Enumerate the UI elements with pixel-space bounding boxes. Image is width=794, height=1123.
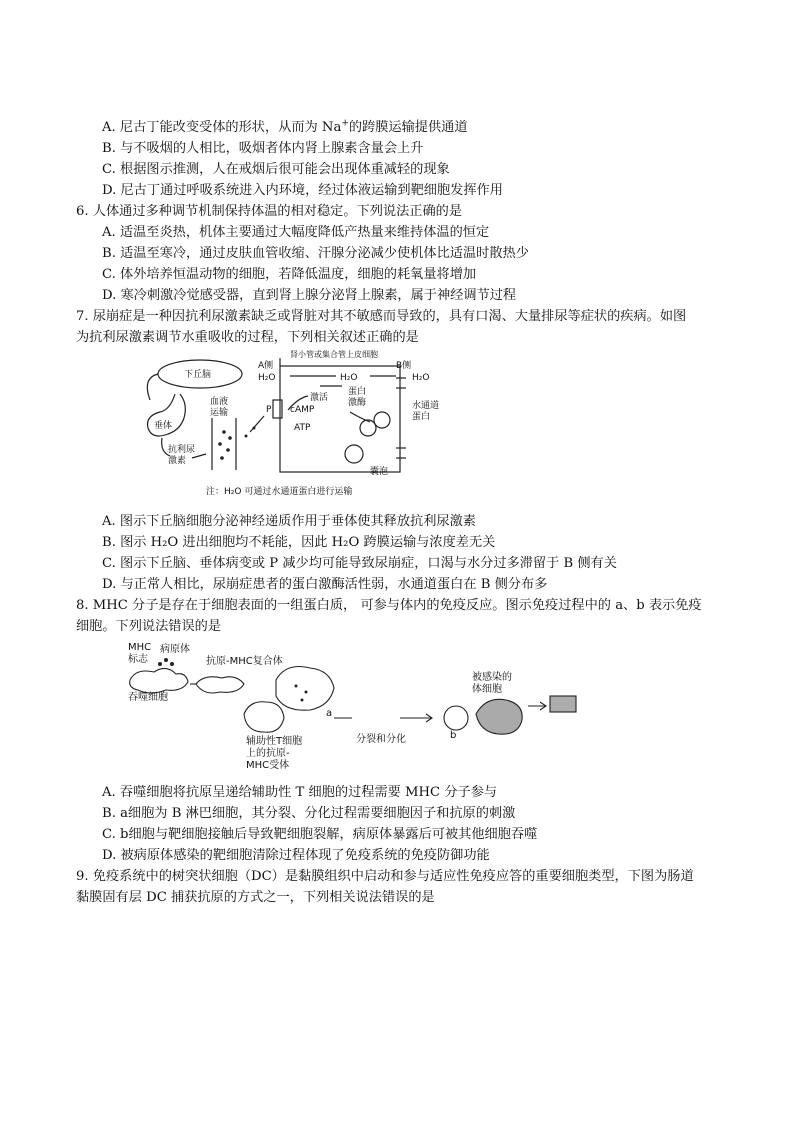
atp-label: ATP bbox=[294, 423, 311, 433]
channel-label-2: 蛋白 bbox=[412, 412, 431, 422]
helper-t-label-3: MHC受体 bbox=[246, 760, 290, 770]
q7-adh-figure bbox=[140, 348, 450, 500]
b-cell-shape bbox=[444, 706, 468, 730]
side-b-label: B侧 bbox=[396, 361, 412, 371]
q7-option-d: D. 与正常人相比，尿崩症患者的蛋白激酶活性弱，水通道蛋白在 B 侧分布多 bbox=[102, 577, 548, 592]
q6-option-a: A. 适温至炎热，机体主要通过大幅度降低产热量来维持体温的恒定 bbox=[102, 225, 490, 240]
pathogen-label: 病原体 bbox=[160, 644, 190, 655]
infected-cell-shape bbox=[476, 699, 522, 734]
q5-option-c: C. 根据图示推测，人在戒烟后很可能会出现体重减轻的现象 bbox=[102, 162, 450, 177]
phagocyte-label: 吞噬细胞 bbox=[128, 692, 168, 703]
q7-option-a: A. 图示下丘脑细胞分泌神经递质作用于垂体使其释放抗利尿激素 bbox=[102, 514, 476, 529]
helper-t-label-2: 上的抗原- bbox=[246, 748, 290, 759]
helper-t-label-1: 辅助性T细胞 bbox=[246, 736, 303, 747]
infected-label-2: 体细胞 bbox=[472, 684, 502, 695]
infected-label-1: 被感染的 bbox=[472, 672, 512, 683]
h2o-label-a: H₂O bbox=[258, 373, 276, 383]
h2o-label-inside: H₂O bbox=[340, 373, 358, 383]
kinase-label-1: 蛋白 bbox=[348, 387, 367, 397]
q7-option-c: C. 图示下丘脑、垂体病变或 P 减少均可能导致尿崩症，口渴与水分过多滞留于 B 侧有关 bbox=[102, 556, 617, 571]
pituitary-label: 垂体 bbox=[154, 421, 173, 431]
blood-label-2: 运输 bbox=[210, 408, 229, 418]
lysed-cell-shape bbox=[550, 696, 576, 712]
q8-immune-figure bbox=[126, 640, 596, 770]
channel-label-1: 水通道 bbox=[412, 401, 440, 411]
q6-option-d: D. 寒冷刺激冷觉感受器，直到肾上腺分泌肾上腺素，属于神经调节过程 bbox=[102, 288, 517, 303]
camp-label: cAMP bbox=[290, 405, 315, 415]
q5-option-a-text-2: 的跨膜运输提供通道 bbox=[348, 120, 468, 135]
q9-stem-line2: 黏膜固有层 DC 捕获抗原的方式之一，下列相关说法错误的是 bbox=[76, 890, 435, 905]
q5-option-b: B. 与不吸烟的人相比，吸烟者体内肾上腺素含量会上升 bbox=[102, 141, 424, 156]
divide-label: 分裂和分化 bbox=[356, 734, 406, 745]
q6-stem: 6. 人体通过多种调节机制保持体温的相对稳定。下列说法正确的是 bbox=[76, 204, 463, 219]
q5-option-a-sup: + bbox=[341, 118, 349, 129]
cell-title: 肾小管或集合管上皮细胞 bbox=[290, 350, 378, 359]
mhc-label-2: 标志 bbox=[128, 654, 148, 665]
q6-option-c: C. 体外培养恒温动物的细胞，若降低温度，细胞的耗氧量将增加 bbox=[102, 267, 477, 282]
q8-stem-line1: 8. MHC 分子是存在于细胞表面的一组蛋白质， 可参与体内的免疫反应。图示免疫过程中的 a、b 表示免疫 bbox=[76, 598, 702, 613]
channel-circle-2 bbox=[360, 420, 376, 436]
q6-option-b: B. 适温至寒冷，通过皮肤血管收缩、汗腺分泌减少使机体比适温时散热少 bbox=[102, 246, 529, 261]
q9-stem-line1: 9. 免疫系统中的树突状细胞（DC）是黏膜组织中启动和参与适应性免疫应答的重要细胞类型，下图为肠道 bbox=[76, 869, 694, 884]
figure-note: 注：H₂O 可通过水通道蛋白进行运输 bbox=[206, 487, 353, 497]
hypothalamus-label: 下丘脑 bbox=[184, 370, 212, 380]
q5-option-a-text: A. 尼古丁能改变受体的形状，从而为 Na bbox=[102, 120, 342, 135]
side-a-label: A侧 bbox=[258, 361, 274, 371]
vesicle-circle bbox=[345, 445, 363, 463]
q8-stem-line2: 细胞。下列说法错误的是 bbox=[76, 619, 222, 634]
h2o-label-b: H₂O bbox=[412, 373, 430, 383]
q7-option-b: B. 图示 H₂O 进出细胞均不耗能，因此 H₂O 跨膜运输与浓度差无关 bbox=[102, 535, 496, 550]
q5-option-d: D. 尼古丁通过呼吸系统进入内环境，经过体液运输到靶细胞发挥作用 bbox=[102, 183, 503, 198]
blood-label-1: 血液 bbox=[210, 397, 229, 407]
a-label: a bbox=[326, 708, 333, 719]
q7-stem-line2: 为抗利尿激素调节水重吸收的过程，下列相关叙述正确的是 bbox=[76, 330, 419, 345]
q8-option-a: A. 吞噬细胞将抗原呈递给辅助性 T 细胞的过程需要 MHC 分子参与 bbox=[102, 785, 498, 800]
activate-label: 激活 bbox=[310, 393, 329, 403]
adh-label-1: 抗利尿 bbox=[168, 445, 196, 455]
kinase-label-2: 激酶 bbox=[348, 398, 367, 408]
b-label: b bbox=[450, 730, 457, 741]
q7-stem-line1: 7. 尿崩症是一种因抗利尿激素缺乏或肾脏对其不敏感而导致的，具有口渴、大量排尿等症状的疾病。如图 bbox=[76, 309, 687, 324]
complex-label: 抗原-MHC复合体 bbox=[206, 656, 283, 667]
adh-label-2: 激素 bbox=[168, 456, 187, 466]
phagocyte-shape bbox=[130, 668, 188, 693]
channel-circle-1 bbox=[374, 412, 390, 428]
p-label: P bbox=[266, 405, 272, 415]
vesicle-label: 囊泡 bbox=[370, 467, 389, 477]
helper-t-shape bbox=[244, 702, 284, 732]
q8-option-d: D. 被病原体感染的靶细胞清除过程体现了免疫系统的免疫防御功能 bbox=[102, 848, 490, 863]
mhc-label-1: MHC bbox=[128, 642, 152, 653]
q5-option-a bbox=[102, 118, 468, 138]
q8-option-b: B. a细胞为 B 淋巴细胞，其分裂、分化过程需要细胞因子和抗原的刺激 bbox=[102, 806, 516, 821]
q8-option-c: C. b细胞与靶细胞接触后导致靶细胞裂解，病原体暴露后可被其他细胞吞噬 bbox=[102, 827, 538, 842]
